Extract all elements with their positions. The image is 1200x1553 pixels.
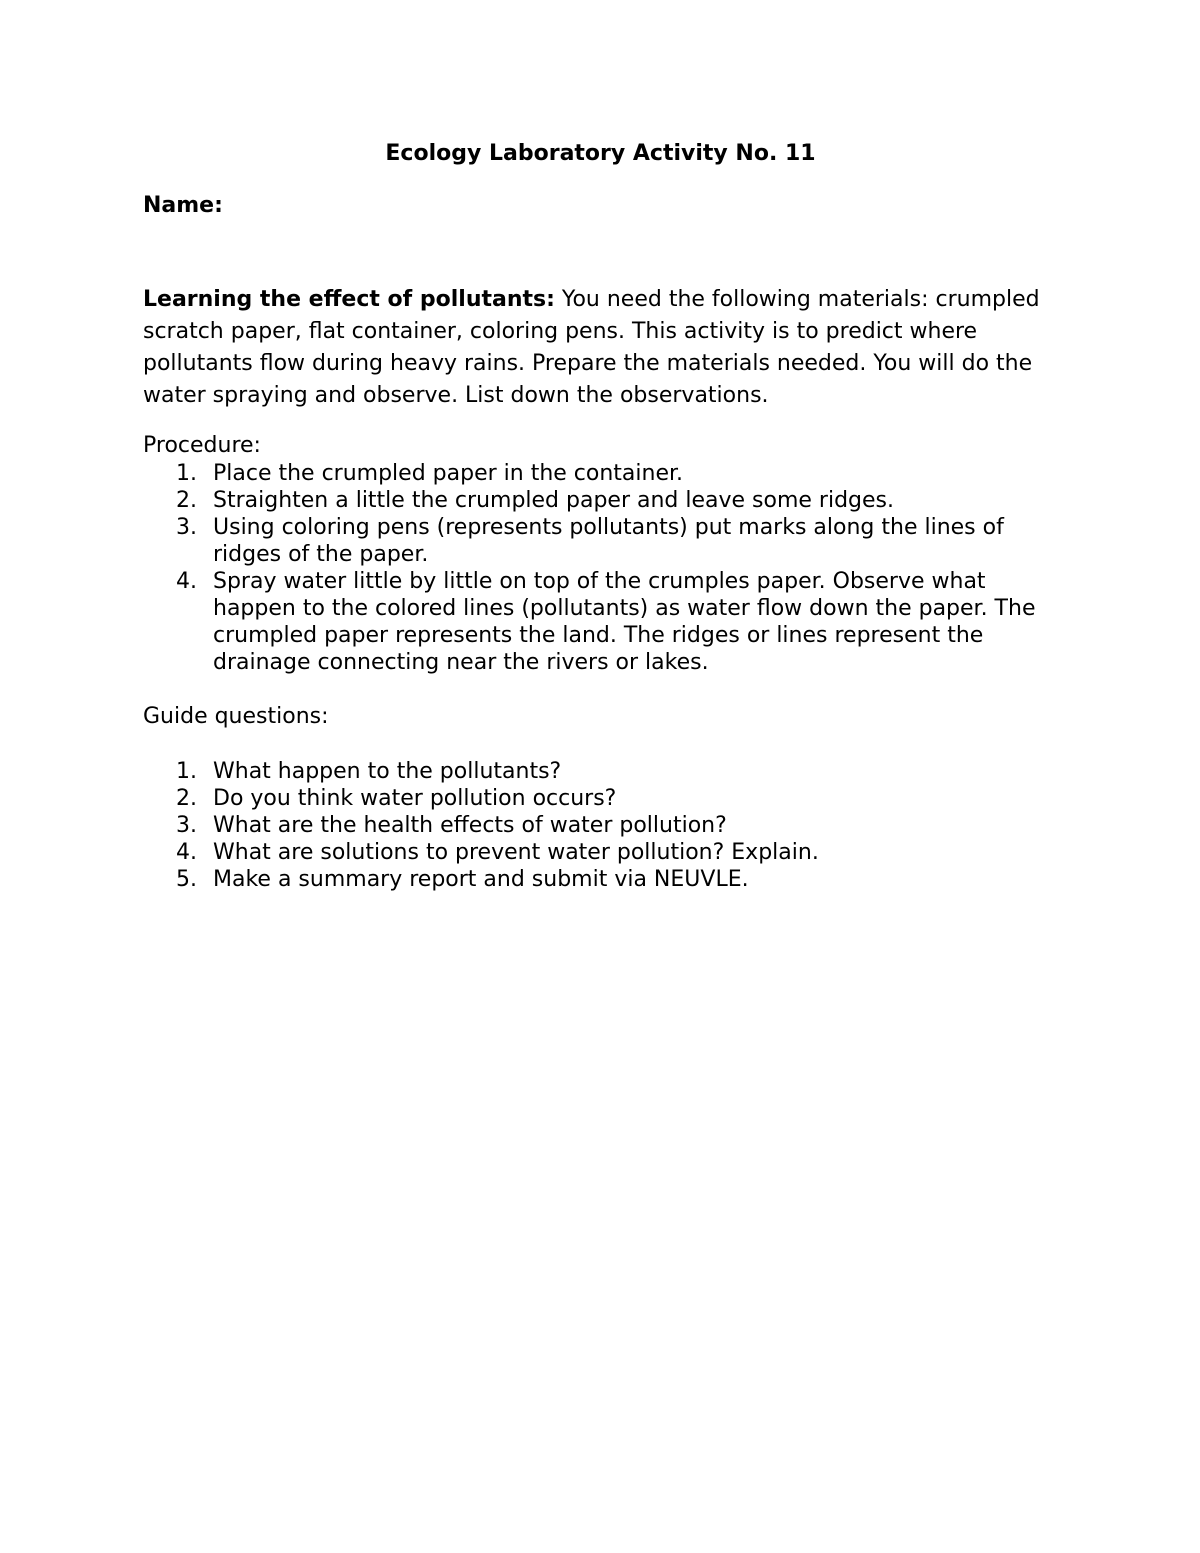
list-item-text: What happen to the pollutants? — [213, 759, 562, 784]
guide-label: Guide questions: — [143, 704, 329, 729]
list-item-text: Spray water little by little on top of the crumples paper. Observe what happen to the colored lines (pollutants) as water flow down the paper. The crumpled paper represents the land. The ridges or lines represent the drainage connecting near the rivers or lakes. — [213, 569, 1036, 675]
list-item — [143, 460, 1073, 487]
list-number: 1. — [176, 461, 197, 486]
list-item — [143, 812, 1073, 839]
list-item-text: Place the crumpled paper in the container. — [213, 461, 684, 486]
procedure-label: Procedure: — [143, 433, 261, 458]
list-number: 2. — [176, 786, 197, 811]
list-item — [143, 487, 1073, 514]
document-title: Ecology Laboratory Activity No. 11 — [385, 141, 816, 166]
name-label: Name: — [143, 193, 223, 218]
procedure-list — [143, 460, 1073, 676]
list-number: 3. — [176, 813, 197, 838]
list-item-text: What are the health effects of water pollution? — [213, 813, 727, 838]
list-number: 3. — [176, 515, 197, 540]
intro-paragraph — [143, 284, 1073, 412]
list-item — [143, 785, 1073, 812]
list-item-text: Do you think water pollution occurs? — [213, 786, 617, 811]
list-item — [143, 568, 1073, 676]
list-number: 1. — [176, 759, 197, 784]
list-item — [143, 758, 1073, 785]
intro-lead: Learning the effect of pollutants: — [143, 287, 555, 312]
list-number: 4. — [176, 840, 197, 865]
list-item-text: Make a summary report and submit via NEUVLE. — [213, 867, 749, 892]
list-item-text: Straighten a little the crumpled paper and leave some ridges. — [213, 488, 895, 513]
list-item — [143, 839, 1073, 866]
list-number: 5. — [176, 867, 197, 892]
list-number: 4. — [176, 569, 197, 594]
list-number: 2. — [176, 488, 197, 513]
list-item — [143, 866, 1073, 893]
guide-list — [143, 758, 1073, 893]
intro-text: You need the following materials: crumpled scratch paper, flat container, coloring pens. This activity is to predict where pollutants flow during heavy rains. Prepare the materials needed. You will do the water spraying and observe. List down the observations. — [143, 287, 1040, 408]
list-item — [143, 514, 1073, 568]
document-page — [143, 138, 1073, 893]
list-item-text: Using coloring pens (represents pollutants) put marks along the lines of ridges of the paper. — [213, 515, 1004, 567]
list-item-text: What are solutions to prevent water pollution? Explain. — [213, 840, 819, 865]
